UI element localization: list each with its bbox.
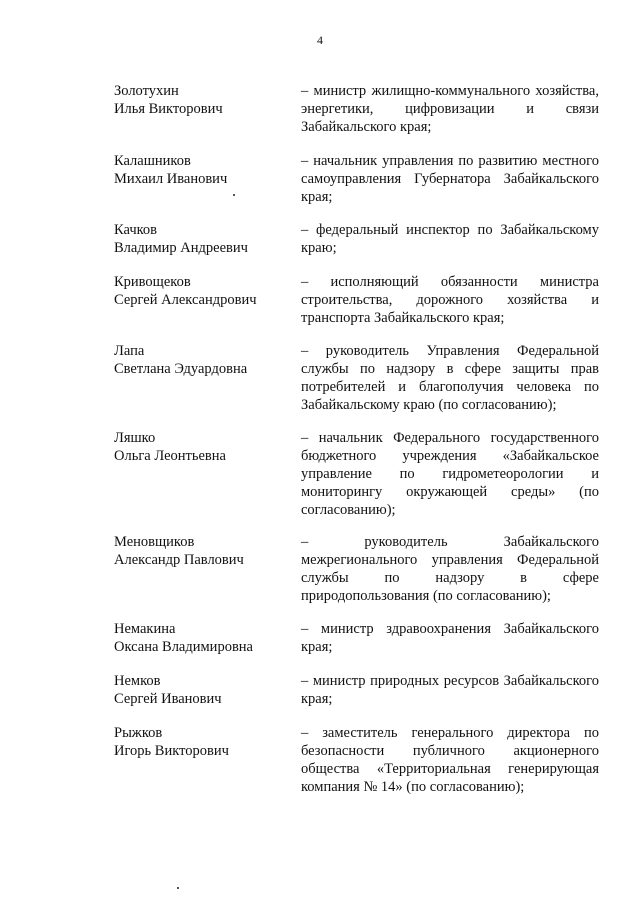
member-name bbox=[114, 221, 284, 257]
member-name bbox=[114, 273, 284, 309]
member-surname: Рыжков bbox=[114, 725, 163, 741]
member-surname: Лапа bbox=[114, 343, 145, 359]
member-surname: Ляшко bbox=[114, 430, 156, 446]
member-name bbox=[114, 533, 284, 569]
member-surname: Немакина bbox=[114, 621, 176, 637]
member-surname: Кривощеков bbox=[114, 274, 191, 290]
member-name bbox=[114, 342, 284, 378]
page-number: 4 bbox=[317, 33, 323, 47]
member-role: – министр здравоохранения Забайкальского края; bbox=[301, 621, 599, 655]
member-role: – заместитель генерального директора по безопасности публичного акционерного общества «Территориальная генерирующая компания № 14» (по согласованию); bbox=[301, 725, 599, 795]
member-name bbox=[114, 429, 284, 465]
member-role: – исполняющий обязанности министра строительства, дорожного хозяйства и транспорта Забайкальского края; bbox=[301, 274, 599, 326]
member-role: – руководитель Управления Федеральной службы по надзору в сфере защиты прав потребителей и благополучия человека по Забайкальскому краю (по согласованию); bbox=[301, 343, 599, 413]
member-surname: Золотухин bbox=[114, 83, 179, 99]
member-role: – министр природных ресурсов Забайкальского края; bbox=[301, 673, 599, 707]
member-given-name: Ольга Леонтьевна bbox=[114, 448, 226, 464]
member-given-name: Владимир Андреевич bbox=[114, 240, 248, 256]
member-role: – министр жилищно-коммунального хозяйства, энергетики, цифровизации и связи Забайкальского края; bbox=[301, 83, 599, 135]
member-surname: Меновщиков bbox=[114, 534, 195, 550]
member-role: – начальник Федерального государственного бюджетного учреждения «Забайкальское управление по гидрометеорологии и мониторингу окружающей среды» (по согласованию); bbox=[301, 430, 599, 518]
scan-speck bbox=[177, 887, 179, 889]
member-name bbox=[114, 672, 284, 708]
member-given-name: Оксана Владимировна bbox=[114, 639, 253, 655]
member-given-name: Илья Викторович bbox=[114, 101, 223, 117]
scan-speck bbox=[233, 194, 235, 196]
member-role: – начальник управления по развитию местного самоуправления Губернатора Забайкальского края; bbox=[301, 153, 599, 205]
member-role: – руководитель Забайкальского межрегионального управления Федеральной службы по надзору в сфере природопользования (по согласованию); bbox=[301, 534, 599, 604]
member-given-name: Игорь Викторович bbox=[114, 743, 229, 759]
member-given-name: Светлана Эдуардовна bbox=[114, 361, 248, 377]
member-name bbox=[114, 620, 284, 656]
member-name bbox=[114, 82, 284, 118]
member-given-name: Сергей Александрович bbox=[114, 292, 257, 308]
member-surname: Качков bbox=[114, 222, 158, 238]
member-role: – федеральный инспектор по Забайкальскому краю; bbox=[301, 222, 599, 256]
member-surname: Калашников bbox=[114, 153, 191, 169]
member-given-name: Сергей Иванович bbox=[114, 691, 222, 707]
member-surname: Немков bbox=[114, 673, 161, 689]
member-name bbox=[114, 152, 284, 188]
member-name bbox=[114, 724, 284, 760]
member-given-name: Александр Павлович bbox=[114, 552, 244, 568]
member-given-name: Михаил Иванович bbox=[114, 171, 228, 187]
